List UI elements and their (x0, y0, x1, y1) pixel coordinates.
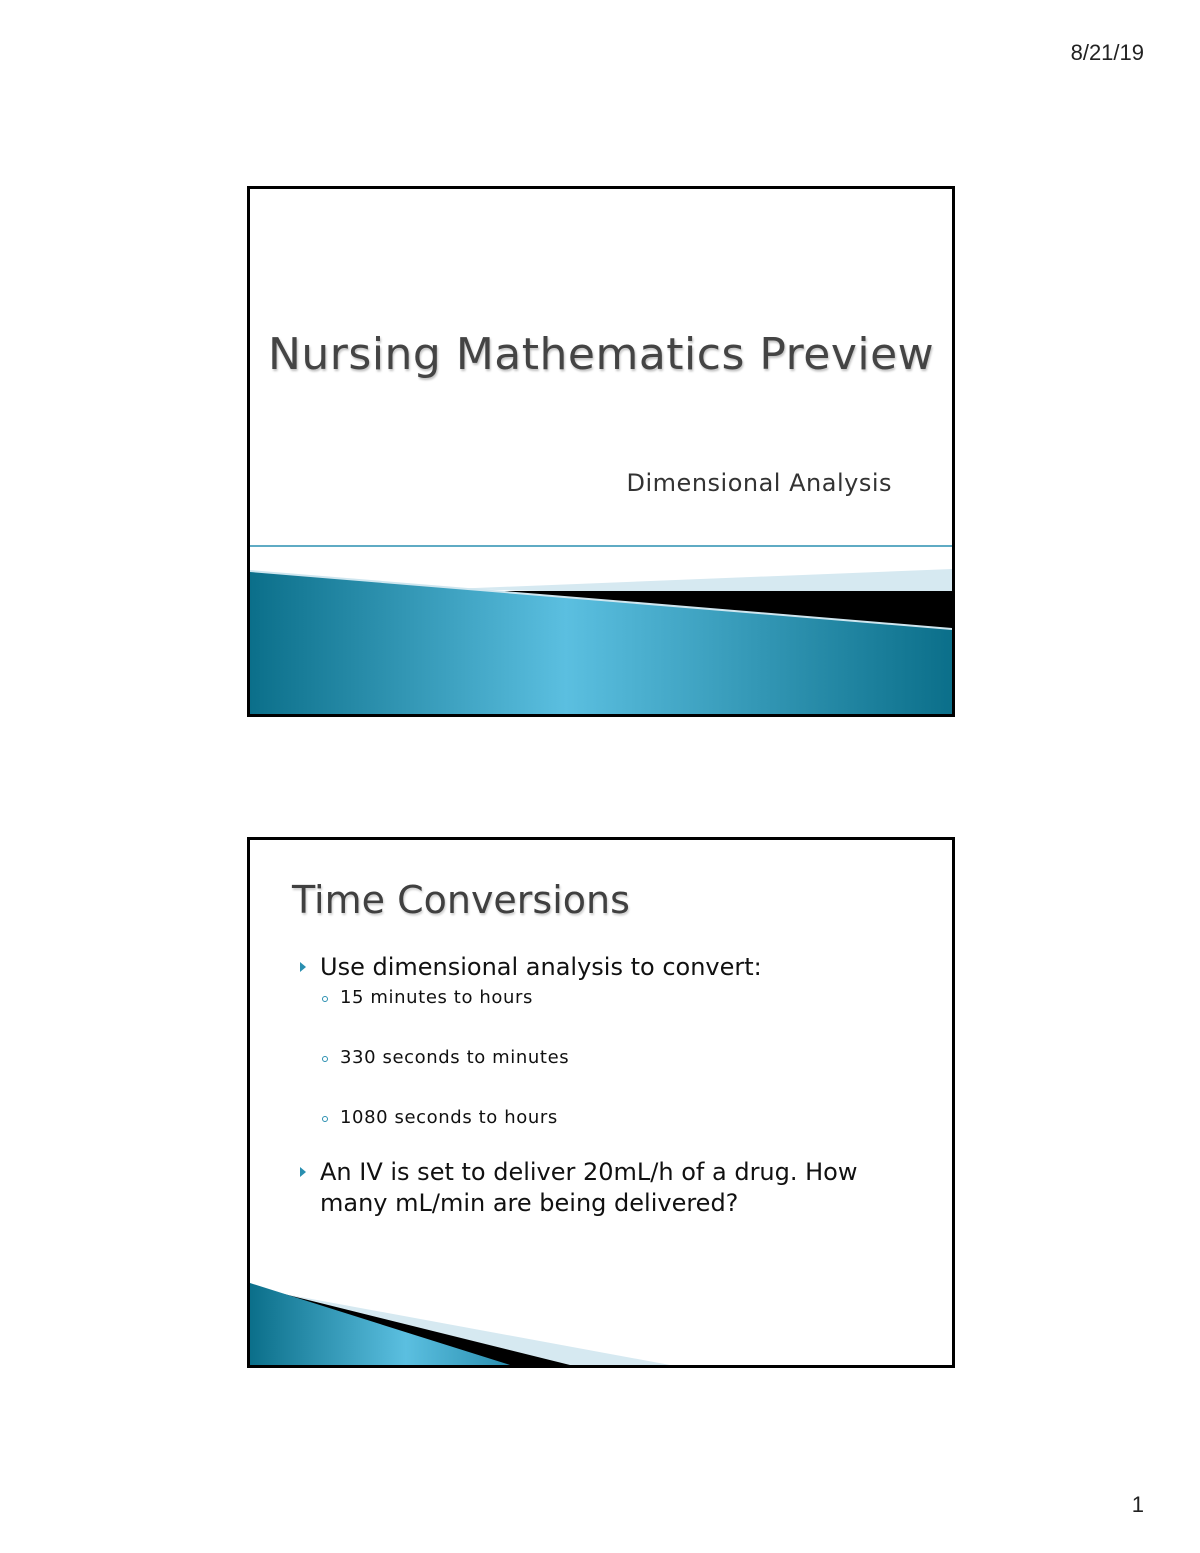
slide-decoration (250, 189, 952, 714)
bullet-text: An IV is set to deliver 20mL/h of a drug. How many mL/min are being delivered? (320, 1158, 858, 1217)
sub-bullet-text: 15 minutes to hours (340, 987, 534, 1008)
ring-bullet-icon (322, 996, 328, 1002)
slide-title-text: Time Conversions (292, 878, 630, 922)
pale-band (450, 569, 952, 594)
sub-bullet-text: 1080 seconds to hours (340, 1107, 558, 1128)
sub-bullet-text: 330 seconds to minutes (340, 1047, 570, 1068)
triangle-bullet-icon (300, 1167, 306, 1177)
sub-bullet-list (320, 985, 920, 1131)
bullet-list (300, 952, 920, 1219)
bullet-item (300, 1157, 920, 1219)
slide-subtitle: Dimensional Analysis (626, 469, 892, 497)
page-number: 1 (1131, 1492, 1144, 1517)
ring-bullet-icon (322, 1056, 328, 1062)
slide-title (247, 186, 955, 717)
slide-time-conversions (247, 837, 955, 1368)
page-date: 8/21/19 (1070, 40, 1144, 65)
sub-bullet-item (320, 985, 920, 1011)
ring-bullet-icon (322, 1116, 328, 1122)
bullet-text: Use dimensional analysis to convert: (320, 953, 762, 981)
triangle-bullet-icon (300, 962, 306, 972)
sub-bullet-item (320, 1105, 920, 1131)
slide-title-text: Nursing Mathematics Preview (268, 329, 935, 380)
sub-bullet-item (320, 1045, 920, 1071)
bullet-item (300, 952, 920, 1131)
